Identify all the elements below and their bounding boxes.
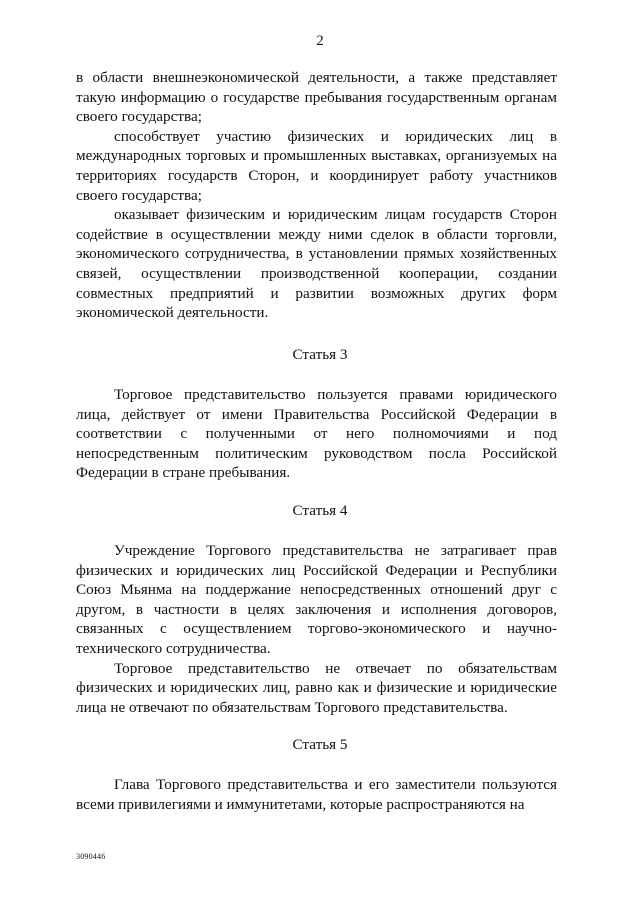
article-5-heading: Статья 5 <box>292 736 348 753</box>
paragraph: способствует участию физических и юридических лиц в международных торговых и промышленных выставках, организуемых на территориях государств Сторон, и координирует работу участников своего государства; <box>76 127 557 204</box>
paragraph: Глава Торгового представительства и его заместители пользуются всеми привилегиями и иммунитетами, которые распространяются на <box>76 776 557 813</box>
article-5-text <box>76 775 557 814</box>
article-3-heading: Статья 3 <box>292 346 348 363</box>
article-4-heading: Статья 4 <box>292 502 348 519</box>
section-0-text <box>76 68 557 323</box>
document-code: 3090446 <box>76 852 106 861</box>
paragraph: оказывает физическим и юридическим лицам государств Сторон содействие в осуществлении между ними сделок в области торговли, экономического сотрудничества, в установлении прямых хозяйственных связей, осуществлении производственной кооперации, создании совместных предприятий и развитии возможных других форм экономической деятельности. <box>76 206 557 322</box>
article-4-text <box>76 541 557 717</box>
paragraph: Торговое представительство пользуется правами юридического лица, действует от имени Правительства Российской Федерации в соответствии с полученными от него полномочиями и под непосредственным политическим руководством посла Российской Федерации в стране пребывания. <box>76 386 557 482</box>
paragraph: Торговое представительство не отвечает по обязательствам физических и юридических лиц, равно как и физические и юридические лица не отвечают по обязательствам Торгового представительства. <box>76 659 557 716</box>
page-number: 2 <box>316 33 324 49</box>
paragraph: Учреждение Торгового представительства не затрагивает прав физических и юридических лиц Российской Федерации и Республики Союз Мьянма на поддержание непосредственных отношений друг с другом, в частности в целях заключения и исполнения договоров, связанных с осуществлением торгово-экономического и научно-технического сотрудничества. <box>76 542 557 657</box>
article-3-text <box>76 385 557 483</box>
paragraph: в области внешнеэкономической деятельности, а также представляет такую информацию о государстве пребывания государственным органам своего государства; <box>76 69 557 126</box>
